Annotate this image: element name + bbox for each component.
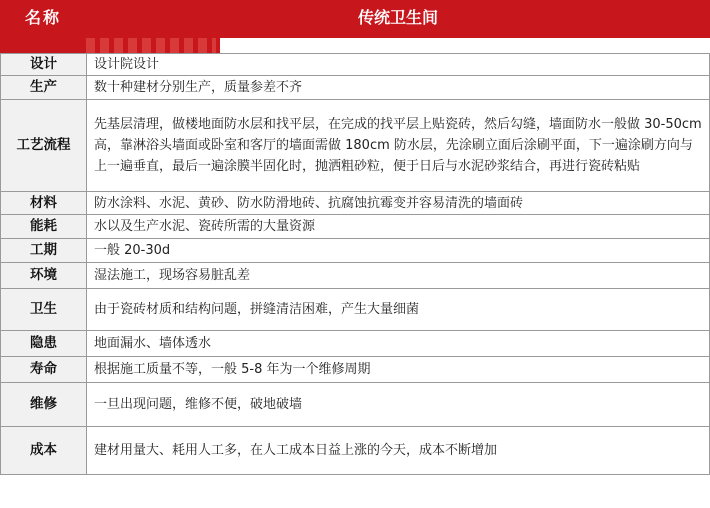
row-name: 设计	[1, 54, 87, 76]
row-desc: 先基层清理，做楼地面防水层和找平层，在完成的找平层上贴瓷砖，然后勾缝，墙面防水一般做 30-50cm 高，靠淋浴头墙面或卧室和客厅的墙面需做 180cm 防水层，先涂刷立面后涂刷平面，下一遍涂刷方向与上一遍垂直，最后一遍涂膜半固化时，抛洒粗砂粒，便于日后与水泥砂浆结合，再进行瓷砖粘贴	[87, 100, 710, 192]
row-desc: 根据施工质量不等，一般 5-8 年为一个维修周期	[87, 357, 710, 383]
row-desc: 地面漏水、墙体透水	[87, 331, 710, 357]
row-desc: 数十种建材分别生产，质量参差不齐	[87, 76, 710, 100]
header-title: 传统卫生间	[357, 8, 438, 27]
row-desc: 一旦出现问题，维修不便，破地破墙	[87, 383, 710, 427]
row-name: 工期	[1, 239, 87, 263]
row-name: 成本	[1, 427, 87, 475]
table-row	[1, 263, 710, 289]
row-name: 生产	[1, 76, 87, 100]
row-desc: 建材用量大、耗用人工多，在人工成本日益上涨的今天，成本不断增加	[87, 427, 710, 475]
row-desc: 防水涂料、水泥、黄砂、防水防滑地砖、抗腐蚀抗霉变并容易清洗的墙面砖	[87, 192, 710, 215]
table-row	[1, 76, 710, 100]
table-row	[1, 239, 710, 263]
table-row	[1, 331, 710, 357]
table-row	[1, 427, 710, 475]
row-name: 环境	[1, 263, 87, 289]
table-row	[1, 383, 710, 427]
row-name: 工艺流程	[1, 100, 87, 192]
table-row	[1, 54, 710, 76]
comparison-table	[0, 53, 710, 475]
table-row	[1, 357, 710, 383]
row-desc: 由于瓷砖材质和结构问题，拼缝清洁困难，产生大量细菌	[87, 289, 710, 331]
row-name: 能耗	[1, 215, 87, 239]
row-name: 卫生	[1, 289, 87, 331]
obscured-row-strip	[86, 38, 216, 53]
row-desc: 设计院设计	[87, 54, 710, 76]
table-header	[0, 0, 710, 38]
row-name: 隐患	[1, 331, 87, 357]
row-desc: 一般 20-30d	[87, 239, 710, 263]
row-desc: 水以及生产水泥、瓷砖所需的大量资源	[87, 215, 710, 239]
table-row	[1, 289, 710, 331]
row-name: 材料	[1, 192, 87, 215]
table-row	[1, 215, 710, 239]
row-name: 寿命	[1, 357, 87, 383]
table-row	[1, 192, 710, 215]
header-name-label: 名称	[24, 8, 61, 27]
row-name: 维修	[1, 383, 87, 427]
row-desc: 湿法施工，现场容易脏乱差	[87, 263, 710, 289]
table-row	[1, 100, 710, 192]
